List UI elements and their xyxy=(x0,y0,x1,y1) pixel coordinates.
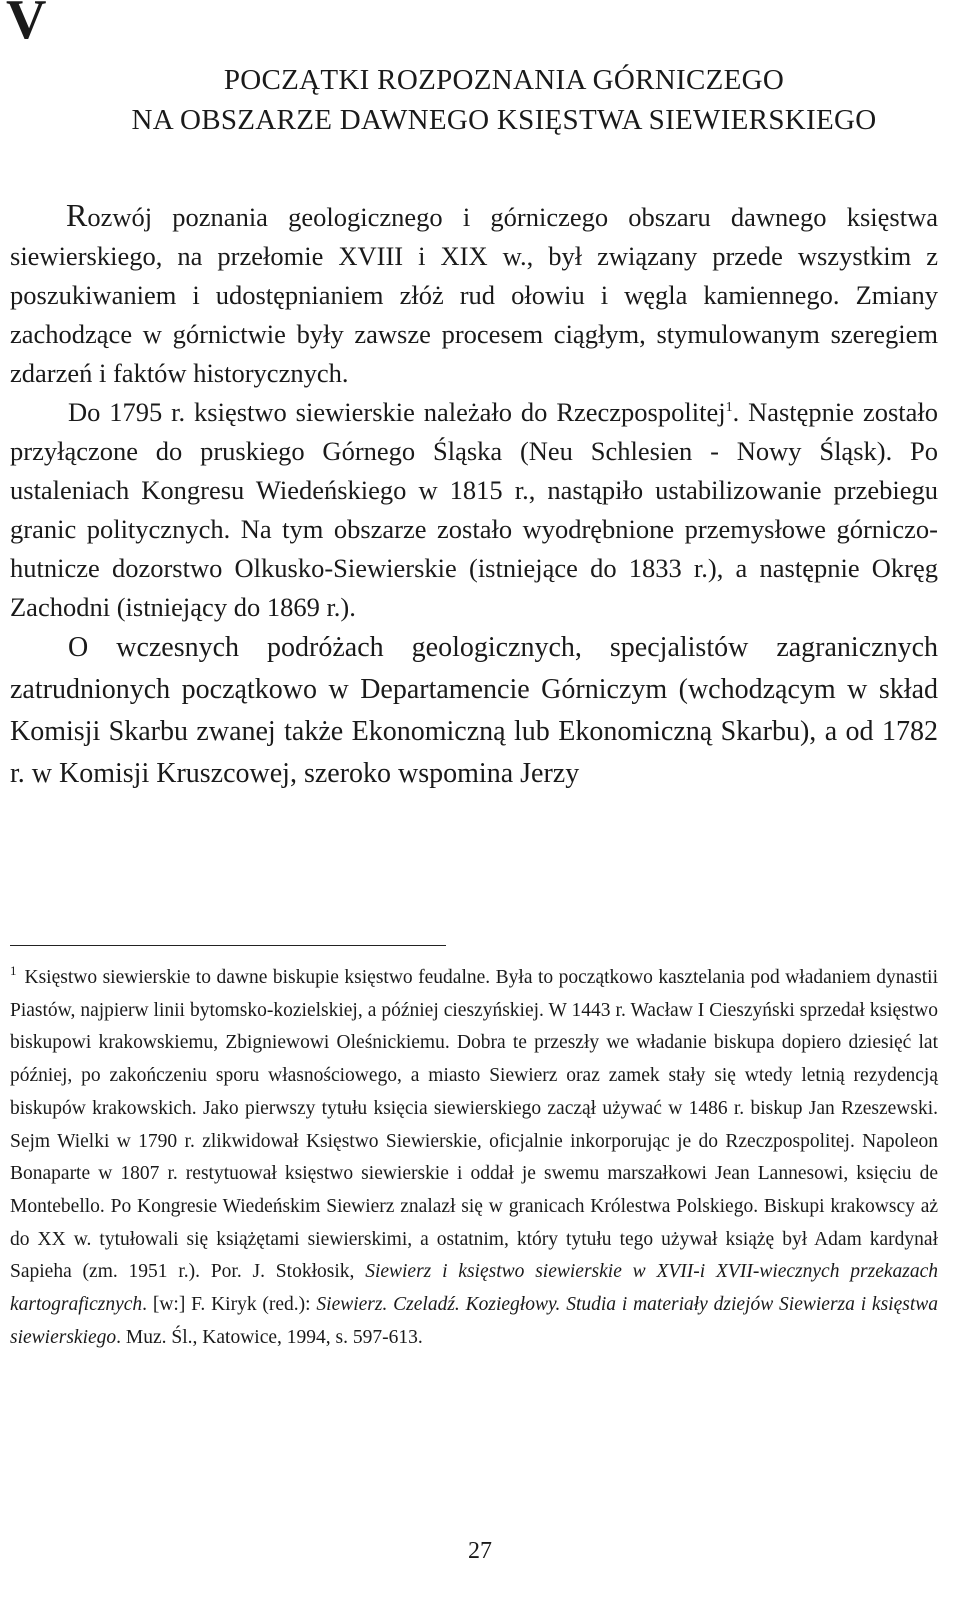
paragraph-1-text: ozwój poznania geologicznego i górniczego obszaru dawnego księstwa siewierskiego, na przełomie XVIII i XIX w., był związany przede wszystkim z poszukiwaniem i udostępnianiem złóż rud ołowiu i węgla kamiennego. Zmiany zachodzące w górnictwie były zawsze procesem ciągłym, stymulowanym szeregiem zdarzeń i faktów historycznych. xyxy=(10,202,938,388)
footnote xyxy=(10,962,938,1354)
chapter-title-line-2: NA OBSZARZE DAWNEGO KSIĘSTWA SIEWIERSKIEGO xyxy=(131,104,877,136)
footnote-italic-series: Siewierz. Czeladź. Koziegłowy. Studia i materiały dziejów Siewierza i księstwa siewierskiego xyxy=(10,1294,938,1348)
page-number: 27 xyxy=(468,1538,492,1564)
paragraph-3: O wczesnych podróżach geologicznych, specjalistów zagranicznych zatrudnionych początkowo w Departamencie Górniczym (wchodzącym w skład Komisji Skarbu zwanej także Ekonomiczną lub Ekonomiczną Skarbu), a od 1782 r. w Komisji Kruszcowej, szeroko wspomina Jerzy xyxy=(10,632,938,789)
initial-letter: R xyxy=(66,197,88,233)
body-text xyxy=(10,196,938,795)
paragraph-1 xyxy=(10,196,938,393)
paragraph-2 xyxy=(10,393,938,627)
footnote-text-a: Księstwo siewierskie to dawne biskupie księstwo feudalne. Była to początkowo kasztelania pod władaniem dynastii Piastów, najpierw linii bytomsko-kozielskiej, a później cieszyńskiej. W 1443 r. Wacław I Cieszyński sprzedał księstwo biskupowi krakowskiemu, Zbigniewowi Oleśnickiemu. Dobra te przeszły we władanie biskupa dopiero dziesięć lat później, po zakończeniu sporu własnościowego, a miasto Siewierz oraz zamek stały się wtedy letnią rezydencją biskupów krakowskich. Jako pierwszy tytułu księcia siewierskiego zaczął używać w 1486 r. biskup Jan Rzeszewski. Sejm Wielki w 1790 r. zlikwidował Księstwo Siewierskie, oficjalnie inkorporując je do Rzeczpospolitej. Napoleon Bonaparte w 1807 r. restytuował księstwo siewierskie i oddał je swemu marszałkowi Jean Lannesowi, księciu de Montebello. Po Kongresie Wiedeńskim Siewierz znalazł się w granicach Królestwa Polskiego. Biskupi krakowscy aż do XX w. tytułowali się książętami siewierskimi, a ostatnim, który tytułu tego używał książę był Adam kardynał Sapieha (zm. 1951 r.). Por. J. Stokłosik, xyxy=(10,967,938,1283)
footnote-text-b: . [w:] F. Kiryk (red.): xyxy=(142,1294,317,1316)
paragraph-2-text-b: . Następnie zostało przyłączone do pruskiego Górnego Śląska (Neu Schlesien - Nowy Śląsk). Po ustaleniach Kongresu Wiedeńskiego w 1815 r., nastąpiło ustabilizowanie przebiegu granic politycznych. Na tym obszarze zostało wyodrębnione przemysłowe górniczo-hutnicze dozorstwo Olkusko-Siewierskie (istniejące do 1833 r.), a następnie Okręg Zachodni (istniejący do 1869 r.). xyxy=(10,397,939,622)
paragraph-2-text-a: Do 1795 r. księstwo siewierskie należało do Rzeczpospolitej xyxy=(68,397,726,427)
chapter-title xyxy=(64,60,944,140)
footnote-reference[interactable]: 1 xyxy=(725,400,733,415)
footnote-number: 1 xyxy=(10,963,17,978)
chapter-number: V xyxy=(6,0,47,51)
footnote-italic-title: Siewierz i księstwo siewierskie w XVII-i XVII-wiecznych przekazach kartograficznych xyxy=(10,1261,938,1316)
footnote-separator xyxy=(10,945,446,946)
footnote-text-c: . Muz. Śl., Katowice, 1994, s. 597-613. xyxy=(116,1326,423,1348)
chapter-title-line-1: POCZĄTKI ROZPOZNANIA GÓRNICZEGO xyxy=(223,64,785,96)
